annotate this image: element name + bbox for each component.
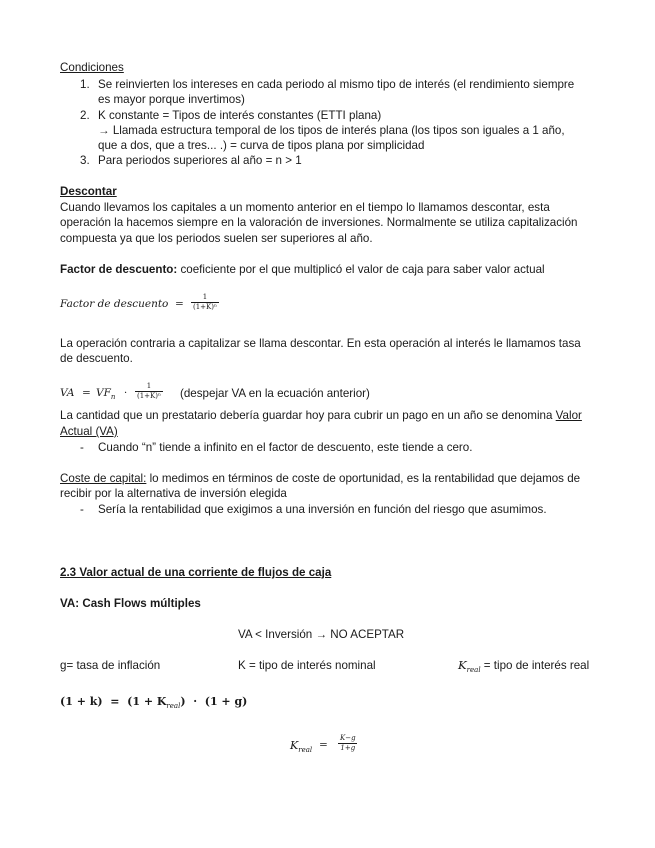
fraction-denominator: (1+K)ⁿ: [137, 392, 162, 400]
vf-subscript: n: [110, 393, 116, 401]
kreal-formula-eq: =: [319, 739, 328, 751]
condiciones-heading: Condiciones: [60, 61, 124, 74]
paragraph-text: lo medimos en términos de coste de oportunidad, es la rentabilidad que dejamos de: [146, 472, 581, 485]
section-subheading: VA: Cash Flows múltiples: [60, 597, 201, 610]
term-valor: Valor: [555, 409, 582, 422]
paragraph-text: La cantidad que un prestatario debería guardar hoy para cubrir un pago en un año se denomina: [60, 409, 556, 422]
factor-text: coeficiente por el que multiplicó el valor de caja para saber valor actual: [177, 263, 545, 276]
list-number: 2.: [80, 109, 90, 122]
va-formula-eq: =: [82, 387, 91, 399]
coste-label: Coste de capital:: [60, 472, 147, 485]
factor-fraction: [191, 293, 219, 312]
section-heading: 2.3 Valor actual de una corriente de flujos de caja: [60, 566, 332, 579]
term-actual: Actual (VA): [60, 425, 118, 438]
list-item-text: Para periodos superiores al año = n > 1: [98, 154, 302, 167]
k-definition: K = tipo de interés nominal: [238, 659, 376, 672]
paragraph-line: Cuando llevamos los capitales a un momento anterior en el tiempo lo llamamos descontar, esta: [60, 201, 550, 214]
list-item-text: que a dos, que a tres... .) = curva de tipos plana por simplicidad: [98, 139, 425, 152]
bullet-dash: -: [80, 503, 84, 516]
kreal-formula-lhs: [290, 738, 312, 758]
paragraph-line: La operación contraria a capitalizar se llama descontar. En esta operación al interés le llamamos tasa: [60, 337, 581, 350]
factor-label: Factor de descuento:: [60, 263, 178, 276]
va-formula-vf: [96, 386, 115, 405]
kreal-fraction: [338, 734, 358, 753]
kreal-symbol: K: [458, 658, 467, 672]
kreal-subscript: real: [466, 666, 481, 674]
fisher-term: (1 + K: [127, 695, 167, 708]
fisher-subscript: real: [166, 702, 181, 710]
fraction-numerator: K−g: [340, 734, 356, 742]
kreal-subscript: real: [298, 746, 313, 754]
va-fraction: [135, 382, 163, 401]
factor-formula-eq: =: [175, 298, 184, 310]
fisher-term: (1 + g): [204, 695, 248, 708]
fisher-eq: =: [110, 695, 120, 708]
fraction-numerator: 1: [146, 382, 152, 390]
paragraph-line: [60, 471, 580, 486]
fisher-equation: [60, 694, 247, 714]
paragraph-line: operación la hacemos siempre en la valoración de inversiones. Normalmente se utiliza capitalización: [60, 216, 578, 229]
fisher-close: ): [180, 695, 186, 708]
kreal-definition: [458, 658, 589, 678]
factor-formula-lhs: Factor de descuento: [60, 298, 169, 310]
bullet-dash: -: [80, 441, 84, 454]
fraction-numerator: 1: [202, 293, 208, 301]
paragraph-line: [60, 408, 582, 423]
vf-symbol: VF: [96, 387, 111, 399]
factor-definition: [60, 262, 545, 277]
kreal-text: = tipo de interés real: [480, 659, 590, 672]
paragraph-line: compuesta ya que los periodos suelen ser superiores al año.: [60, 232, 373, 245]
descontar-heading: Descontar: [60, 185, 117, 198]
g-definition: g= tasa de inflación: [60, 659, 161, 672]
bullet-text: Cuando “n” tiende a infinito en el factor de descuento, este tiende a cero.: [98, 441, 473, 454]
list-number: 1.: [80, 78, 90, 91]
decision-rule: VA < Inversión → NO ACEPTAR: [238, 628, 405, 641]
fraction-denominator: (1+K)ⁿ: [193, 303, 218, 311]
kreal-symbol: K: [290, 739, 299, 752]
list-item-text: Se reinvierten los intereses en cada periodo al mismo tipo de interés (el rendimiento siempre: [98, 78, 575, 91]
list-item-text: → Llamada estructura temporal de los tipos de interés plana (los tipos son iguales a 1 año,: [98, 124, 565, 137]
list-number: 3.: [80, 154, 90, 167]
list-item-text: K constante = Tipos de interés constantes (ETTI plana): [98, 109, 382, 122]
fraction-denominator: 1+g: [340, 744, 356, 752]
va-formula-note: (despejar VA en la ecuación anterior): [180, 387, 370, 400]
paragraph-line: recibir por la alternativa de inversión elegida: [60, 487, 287, 500]
paragraph-line: de descuento.: [60, 352, 133, 365]
bullet-text: Sería la rentabilidad que exigimos a una inversión en función del riesgo que asumimos.: [98, 503, 547, 516]
fisher-dot: ·: [193, 695, 198, 708]
fisher-term: (1 + k): [60, 695, 103, 708]
va-formula-lhs: VA: [60, 387, 75, 399]
va-formula-dot: ·: [124, 388, 128, 399]
list-item-text: es mayor porque invertimos): [98, 93, 245, 106]
